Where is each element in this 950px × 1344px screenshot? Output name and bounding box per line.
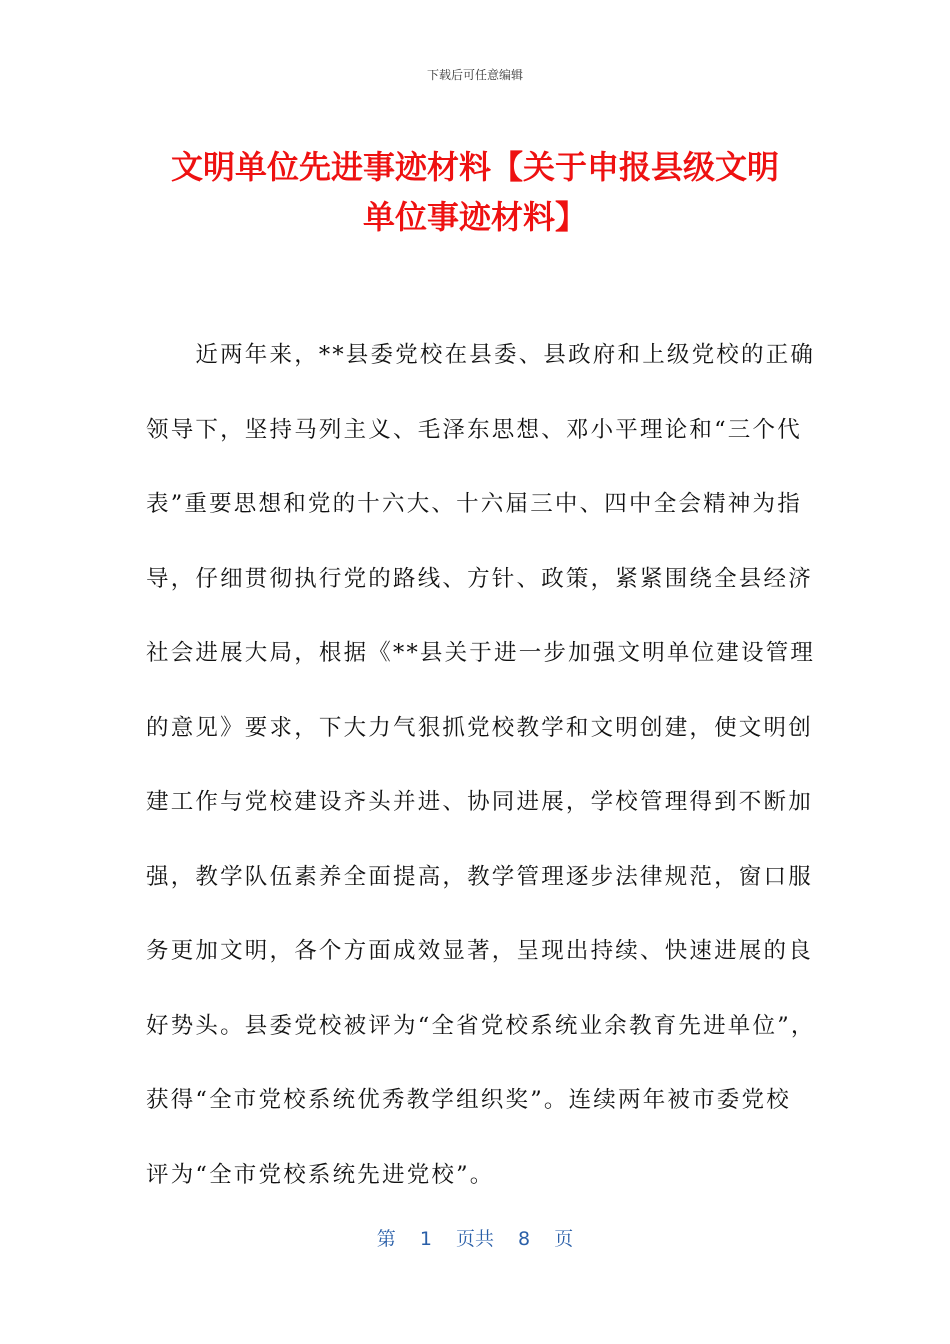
footer-total-pages: 8 bbox=[518, 1228, 531, 1250]
body-line: 好势头。县委党校被评为“全省党校系统业余教育先进单位”， bbox=[146, 1012, 816, 1039]
footer-suffix: 页 bbox=[554, 1228, 574, 1250]
body-line: 近两年来，**县委党校在县委、县政府和上级党校的正确 bbox=[146, 342, 816, 368]
body-line: 导，仔细贯彻执行党的路线、方针、政策，紧紧围绕全县经济 bbox=[146, 565, 813, 592]
header-note: 下载后可任意编辑 bbox=[426, 68, 523, 82]
title-line-2: 单位事迹材料】 bbox=[362, 198, 587, 236]
body-paragraph bbox=[146, 318, 816, 1212]
body-line: 领导下，坚持马列主义、毛泽东思想、邓小平理论和“三个代 bbox=[146, 416, 802, 443]
body-line: 强，教学队伍素养全面提高，教学管理逐步法律规范，窗口服 bbox=[146, 863, 813, 890]
body-line: 社会进展大局，根据《**县关于进一步加强文明单位建设管理 bbox=[146, 640, 816, 666]
body-line: 的意见》要求，下大力气狠抓党校教学和文明创建，使文明创 bbox=[146, 714, 813, 741]
document-title bbox=[150, 142, 800, 242]
footer-page-number: 1 bbox=[419, 1228, 432, 1250]
body-line: 表”重要思想和党的十六大、十六届三中、四中全会精神为指 bbox=[146, 491, 802, 517]
body-line: 获得“全市党校系统优秀教学组织奖”。连续两年被市委党校 bbox=[146, 1087, 791, 1113]
footer-middle: 页共 bbox=[455, 1228, 494, 1250]
body-line: 建工作与党校建设齐头并进、协同进展，学校管理得到不断加 bbox=[146, 789, 813, 815]
page-footer bbox=[0, 1224, 950, 1251]
body-line: 评为“全市党校系统先进党校”。 bbox=[146, 1161, 495, 1188]
title-line-1: 文明单位先进事迹材料【关于申报县级文明 bbox=[170, 148, 779, 186]
footer-prefix: 第 bbox=[376, 1228, 396, 1250]
body-line: 务更加文明，各个方面成效显著，呈现出持续、快速进展的良 bbox=[146, 938, 813, 964]
